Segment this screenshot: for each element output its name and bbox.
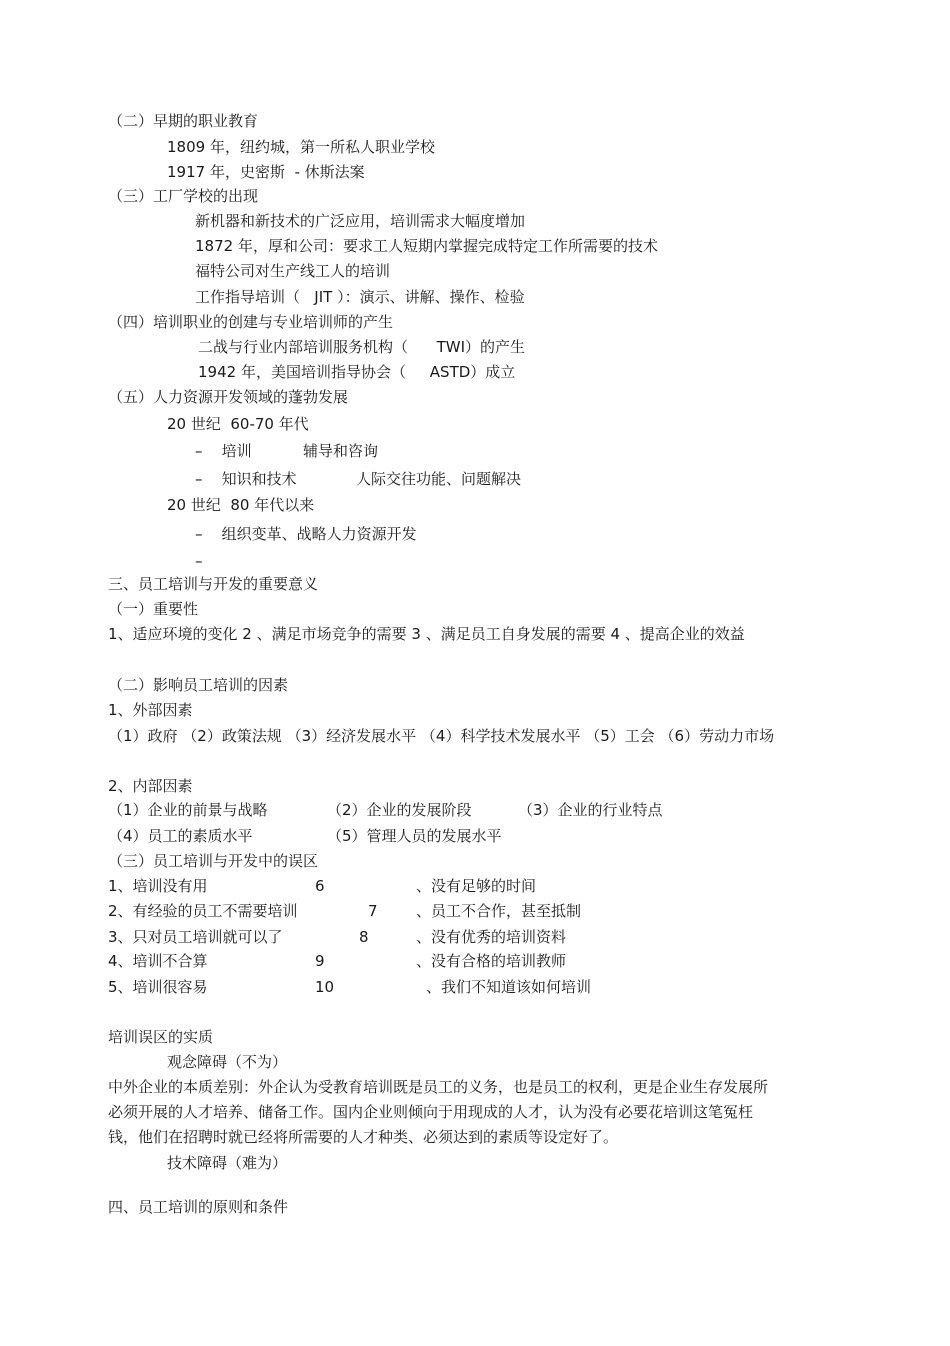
heading-importance: （一）重要性: [108, 600, 199, 618]
text-line: （4）员工的素质水平: [108, 827, 253, 845]
misconception-item: 1、培训没有用: [108, 877, 208, 895]
misconception-item: 、没有足够的时间: [416, 877, 537, 895]
misconception-item: 、没有优秀的培训资料: [416, 928, 567, 946]
misconception-number: 8: [359, 928, 369, 946]
misconception-item: 5、培训很容易: [108, 978, 208, 996]
text-line: 技术障碍（难为）: [167, 1154, 288, 1172]
paragraph-importance: 1、适应环境的变化 2 、满足市场竞争的需要 3 、满足员工自身发展的需要 4 、提高企业的效益: [108, 625, 745, 643]
paragraph-enterprise-difference: 中外企业的本质差别：外企认为受教育培训既是员工的义务，也是员工的权利，更是企业生存发展所必须开展的人才培养、储备工作。国内企业则倾向于用现成的人才，认为没有必要花培训这笔冤枉钱，他们在招聘时就已经将所需要的人才种类、必须达到的素质等设定好了。: [108, 1078, 769, 1146]
text-line: 观念障碍（不为）: [167, 1053, 288, 1071]
text-line: （3）企业的行业特点: [518, 801, 663, 819]
section-title-significance: 三、员工培训与开发的重要意义: [108, 575, 319, 593]
misconception-number: 9: [315, 952, 325, 970]
list-item: – 组织变革、战略人力资源开发: [195, 525, 417, 543]
heading-misconceptions: （三）员工培训与开发中的误区: [108, 852, 319, 870]
text-line: 福特公司对生产线工人的培训: [195, 262, 391, 280]
text-line: （1）企业的前景与战略: [108, 801, 268, 819]
misconception-number: 10: [315, 978, 335, 996]
misconception-item: 4、培训不合算: [108, 952, 208, 970]
text-line: 1809 年，纽约城，第一所私人职业学校: [167, 138, 435, 156]
misconception-number: 7: [368, 902, 378, 920]
heading-hrd-development: （五）人力资源开发领域的蓬勃发展: [108, 388, 349, 406]
list-item-detail: 辅导和咨询: [303, 442, 379, 460]
heading-factory-school: （三）工厂学校的出现: [108, 187, 259, 205]
text-line: （2）企业的发展阶段: [327, 801, 472, 819]
heading-trainer-profession: （四）培训职业的创建与专业培训师的产生: [108, 313, 394, 331]
text-line: 新机器和新技术的广泛应用，培训需求大幅度增加: [195, 212, 526, 230]
text-line: 二战与行业内部培训服务机构（ TWI）的产生: [198, 338, 526, 356]
text-line: 1872 年，厚和公司：要求工人短期内掌握完成特定工作所需要的技术: [195, 237, 658, 255]
list-item: – 知识和技术: [195, 470, 297, 488]
heading-factors: （二）影响员工培训的因素: [108, 676, 289, 694]
misconception-item: 3、只对员工培训就可以了: [108, 928, 283, 946]
misconception-item: 、我们不知道该如何培训: [426, 978, 592, 996]
misconception-item: 2、有经验的员工不需要培训: [108, 902, 298, 920]
text-line: 1917 年，史密斯 - 休斯法案: [167, 163, 365, 181]
text-line: 1、外部因素: [108, 701, 193, 719]
list-item-detail: 人际交往功能、问题解决: [356, 470, 522, 488]
text-line: （5）管理人员的发展水平: [327, 827, 502, 845]
misconception-item: 、员工不合作，甚至抵制: [416, 902, 582, 920]
list-item: – 培训: [195, 442, 252, 460]
heading-early-vocational: （二）早期的职业教育: [108, 112, 259, 130]
paragraph-external-factors: （1）政府 （2）政策法规 （3）经济发展水平 （4）科学技术发展水平 （5）工会 （6）劳动力市场: [108, 727, 775, 745]
text-line: 工作指导培训（ JIT ）：演示、讲解、操作、检验: [195, 288, 525, 306]
text-line: 2、内部因素: [108, 777, 193, 795]
misconception-number: 6: [315, 877, 325, 895]
list-item: –: [195, 552, 203, 570]
text-line: 20 世纪 80 年代以来: [167, 496, 315, 514]
text-line: 20 世纪 60-70 年代: [167, 415, 309, 433]
misconception-item: 、没有合格的培训教师: [416, 952, 567, 970]
text-line: 1942 年，美国培训指导协会（ ASTD）成立: [198, 363, 516, 381]
heading-misconception-essence: 培训误区的实质: [108, 1028, 214, 1046]
section-title-principles: 四、员工培训的原则和条件: [108, 1198, 289, 1216]
